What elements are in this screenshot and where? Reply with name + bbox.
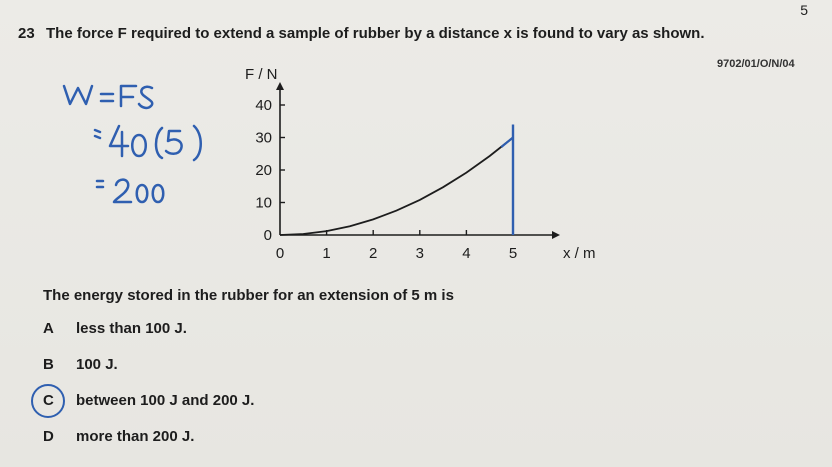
y-tick-label: 20 — [255, 162, 272, 179]
option-letter: D — [43, 428, 54, 445]
x-tick-label: 0 — [275, 245, 285, 262]
option-a[interactable] — [43, 320, 187, 337]
option-c[interactable] — [43, 392, 254, 409]
handwritten-curve-highlight — [501, 138, 513, 148]
y-tick-label: 10 — [255, 194, 272, 212]
page-number: 5 — [800, 2, 808, 18]
option-text: between 100 J and 200 J. — [76, 392, 255, 409]
option-text: 100 J. — [76, 356, 118, 373]
question-body: The force F required to extend a sample of rubber by a distance x is found to vary as shown. — [46, 25, 705, 42]
y-axis-arrow — [276, 82, 284, 90]
question-number: 23 — [18, 25, 35, 42]
option-b[interactable] — [43, 356, 118, 373]
option-text: more than 200 J. — [76, 428, 195, 445]
option-d[interactable] — [43, 428, 194, 445]
x-axis-arrow — [552, 231, 560, 239]
y-tick-label: 0 — [263, 227, 272, 244]
y-tick-label: 40 — [255, 97, 272, 114]
x-tick-label: 5 — [508, 245, 518, 262]
x-tick-label: 4 — [462, 245, 471, 262]
option-letter: B — [43, 356, 54, 373]
x-tick-label: 2 — [369, 245, 378, 262]
option-letter: C — [43, 392, 54, 409]
option-text: less than 100 J. — [76, 320, 187, 337]
option-letter: A — [43, 320, 54, 337]
y-axis-label: F / N — [245, 66, 278, 83]
force-curve — [280, 138, 513, 236]
x-tick-label: 3 — [415, 245, 424, 262]
x-tick-label: 1 — [322, 245, 331, 262]
question-prompt: The energy stored in the rubber for an extension of 5 m is — [43, 287, 454, 304]
paper-reference: 9702/01/O/N/04 — [717, 58, 795, 70]
x-axis-label: x / m — [563, 245, 596, 262]
y-tick-label: 30 — [255, 129, 272, 147]
